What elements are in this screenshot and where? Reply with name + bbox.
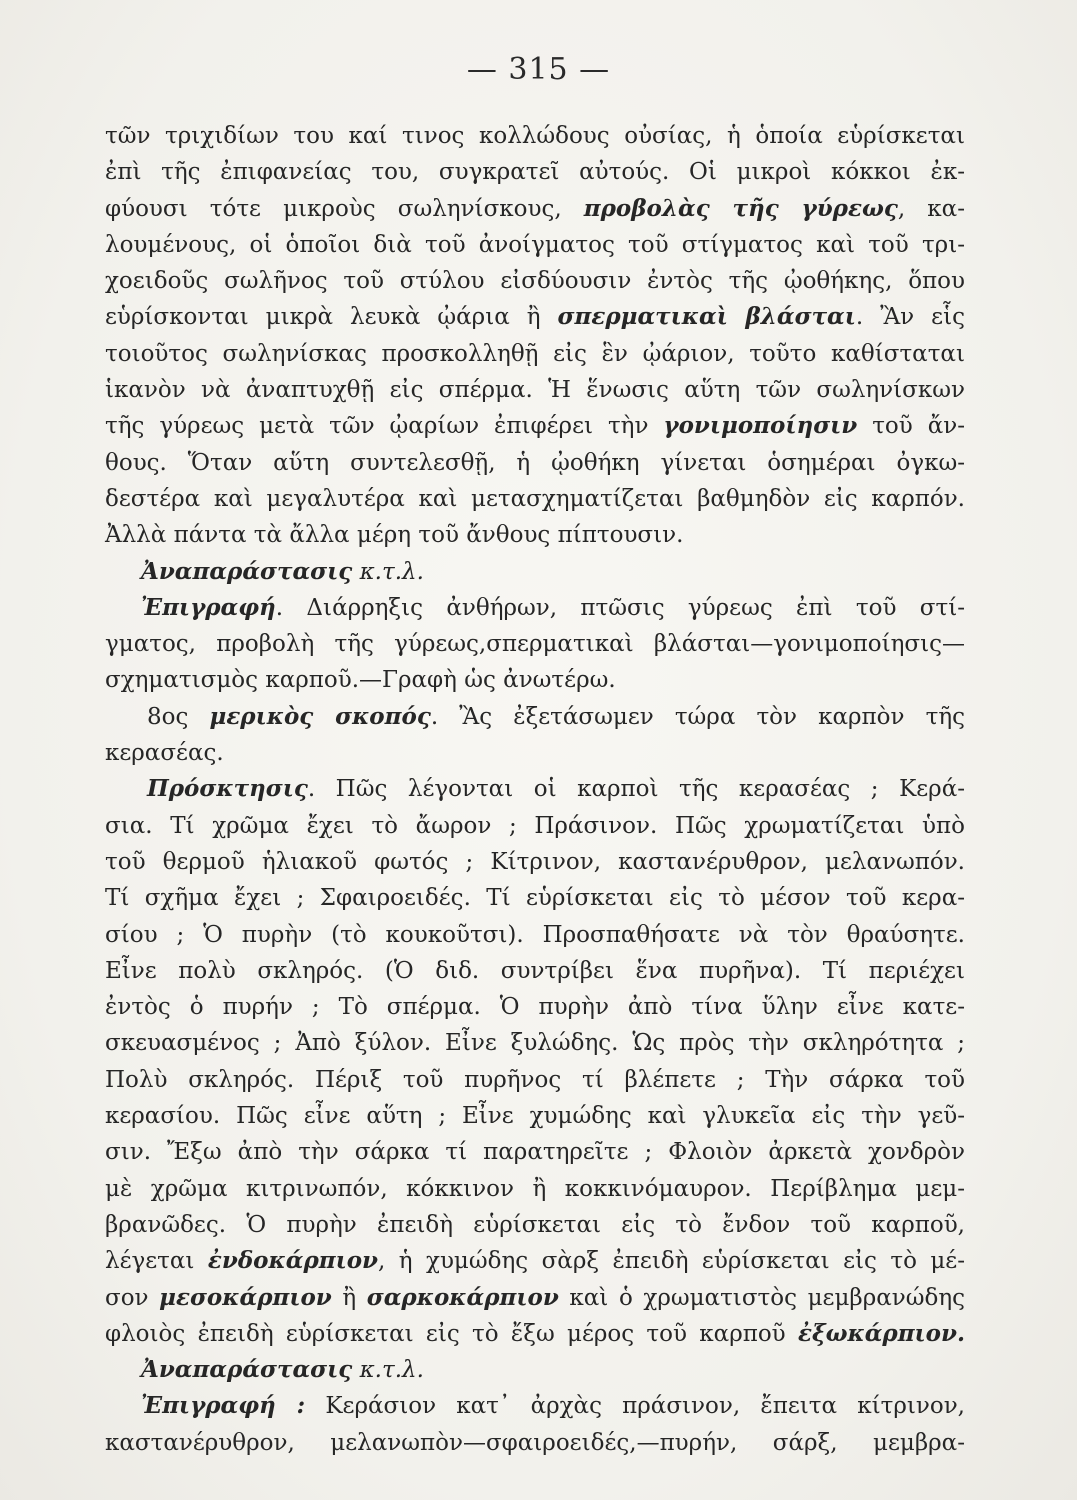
text-line: σιν. Ἔξω ἀπὸ τὴν σάρκα τί παρατηρεῖτε ; Φλοιὸν ἀρκετὰ χονδρὸν — [105, 1139, 965, 1166]
term-sarkokarpion: σαρκοκάρπιον — [366, 1283, 559, 1311]
text-line: σκευασμένος ; Ἀπὸ ξύλον. Εἶνε ξυλώδης. Ὡς πρὸς τὴν σκληρότητα ; — [105, 1030, 965, 1057]
term-spermatikai: σπερματικαὶ βλάσται — [557, 303, 856, 331]
heading-epigrafi: Ἐπιγραφή : — [141, 1392, 306, 1420]
text-line: γματος, προβολὴ τῆς γύρεως,σπερματικαὶ βλάσται—γονιμοποίησις— — [105, 631, 965, 658]
term-probolas: προβολὰς τῆς γύρεως — [583, 194, 898, 222]
heading-prosktisis: Πρόσκτησις — [147, 775, 308, 803]
text-line: 8ος μερικὸς σκοπός. Ἂς ἐξετάσωμεν τώρα τὸν καρπὸν τῆς — [147, 702, 965, 730]
text-line: Ἐπιγραφή. Διάρρηξις ἀνθήρων, πτῶσις γύρεως ἐπὶ τοῦ στί- — [141, 593, 965, 621]
text-line: Ἀναπαράστασις κ.τ.λ. — [141, 557, 424, 585]
text-line: Ἀναπαράστασις κ.τ.λ. — [141, 1356, 424, 1384]
text-line: καστανέρυθρον, μελανωπὸν—σφαιροειδές,—πυρήν, σάρξ, μεμβρα- — [105, 1429, 965, 1456]
text-line: σχηματισμὸς καρποῦ.—Γραφὴ ὡς ἀνωτέρω. — [105, 667, 616, 694]
text-line: ἐντὸς ὁ πυρήν ; Τὸ σπέρμα. Ὁ πυρὴν ἀπὸ τίνα ὕλην εἶνε κατε- — [105, 994, 965, 1021]
text-line: σια. Τί χρῶμα ἔχει τὸ ἄωρον ; Πράσινον. Πῶς χρωματίζεται ὑπὸ — [105, 812, 965, 839]
heading-epigrafi: Ἐπιγραφή — [141, 593, 276, 621]
text-line: Ἀλλὰ πάντα τὰ ἄλλα μέρη τοῦ ἄνθους πίπτουσιν. — [105, 522, 684, 549]
text-line: σίου ; Ὁ πυρὴν (τὸ κουκοῦτσι). Προσπαθήσατε νὰ τὸν θραύσητε. — [105, 921, 965, 948]
text-line: σον μεσοκάρπιον ἢ σαρκοκάρπιον καὶ ὁ χρωματιστὸς μεμβρανώδης — [105, 1283, 965, 1311]
heading-anaparastasis: Ἀναπαράστασις — [141, 557, 353, 585]
text-line: φλοιὸς ἐπειδὴ εὑρίσκεται εἰς τὸ ἔξω μέρος τοῦ καρποῦ ἐξωκάρπιον. — [105, 1319, 965, 1347]
term-endokarpion: ἐνδοκάρπιον — [207, 1247, 379, 1275]
text-line: τῆς γύρεως μετὰ τῶν ᾠαρίων ἐπιφέρει τὴν γονιμοποίησιν τοῦ ἄν- — [105, 412, 965, 440]
text-line: ἱκανὸν νὰ ἀναπτυχθῇ εἰς σπέρμα. Ἡ ἕνωσις αὕτη τῶν σωληνίσκων — [105, 377, 965, 404]
text-line: μὲ χρῶμα κιτρινωπόν, κόκκινον ἢ κοκκινόμαυρον. Περίβλημα μεμ- — [105, 1175, 965, 1202]
page-number: — 315 — — [466, 52, 611, 87]
term-mesokarpion: μεσοκάρπιον — [159, 1283, 332, 1311]
text-line: τῶν τριχιδίων του καί τινος κολλώδους οὐσίας, ἡ ὁποία εὑρίσκεται — [105, 123, 965, 149]
text-line: κερασίου. Πῶς εἶνε αὕτη ; Εἶνε χυμώδης καὶ γλυκεῖα εἰς τὴν γεῦ- — [105, 1103, 965, 1130]
text-line: Τί σχῆμα ἔχει ; Σφαιροειδές. Τί εὑρίσκεται εἰς τὸ μέσον τοῦ κερα- — [105, 885, 965, 912]
text-line: λουμένους, οἱ ὁποῖοι διὰ τοῦ ἀνοίγματος τοῦ στίγματος καὶ τοῦ τρι- — [105, 231, 965, 258]
text-line: Εἶνε πολὺ σκληρός. (Ὁ διδ. συντρίβει ἕνα πυρῆνα). Τί περιέχει — [105, 957, 965, 984]
text-line: Ἐπιγραφή : Κεράσιον κατ᾽ ἀρχὰς πράσινον, ἔπειτα κίτρινον, — [141, 1392, 965, 1420]
term-gonimopoiisin: γονιμοποίησιν — [663, 412, 858, 440]
text-line: θους. Ὅταν αὕτη συντελεσθῇ, ἡ ᾠοθήκη γίνεται ὁσημέραι ὀγκω- — [105, 449, 965, 476]
text-line: τοῦ θερμοῦ ἡλιακοῦ φωτός ; Κίτρινον, καστανέρυθρον, μελανωπόν. — [105, 848, 965, 875]
text-line: Πολὺ σκληρός. Πέριξ τοῦ πυρῆνος τί βλέπετε ; Τὴν σάρκα τοῦ — [105, 1066, 965, 1093]
text-line: λέγεται ἐνδοκάρπιον, ἡ χυμώδης σὰρξ ἐπειδὴ εὑρίσκεται εἰς τὸ μέ- — [105, 1247, 965, 1275]
body-text — [105, 118, 965, 1461]
text-line: τοιοῦτος σωληνίσκας προσκολληθῇ εἰς ἓν ᾠάριον, τοῦτο καθίσταται — [105, 340, 965, 367]
text-line: φύουσι τότε μικροὺς σωληνίσκους, προβολὰς τῆς γύρεως, κα- — [105, 194, 965, 222]
text-line: ἐπὶ τῆς ἐπιφανείας του, συγκρατεῖ αὐτούς. Οἱ μικροὶ κόκκοι ἐκ- — [105, 159, 965, 186]
text-line: εὑρίσκονται μικρὰ λευκὰ ᾠάρια ἢ σπερματικαὶ βλάσται. Ἂν εἷς — [105, 303, 965, 331]
term-exokarpion: ἐξωκάρπιον. — [797, 1319, 965, 1347]
text-line: κερασέας. — [105, 740, 224, 767]
term-merikos-skopos: μερικὸς σκοπός — [209, 702, 431, 730]
text-line: χοειδοῦς σωλῆνος τοῦ στύλου εἰσδύουσιν ἐντὸς τῆς ᾠοθήκης, ὅπου — [105, 268, 965, 295]
text-line: βρανῶδες. Ὁ πυρὴν ἐπειδὴ εὑρίσκεται εἰς τὸ ἔνδον τοῦ καρποῦ, — [105, 1211, 965, 1238]
text-line: δεστέρα καὶ μεγαλυτέρα καὶ μετασχηματίζεται βαθμηδὸν εἰς καρπόν. — [105, 485, 965, 512]
text-line: Πρόσκτησις. Πῶς λέγονται οἱ καρποὶ τῆς κερασέας ; Κερά- — [147, 775, 965, 803]
heading-anaparastasis: Ἀναπαράστασις — [141, 1356, 353, 1384]
